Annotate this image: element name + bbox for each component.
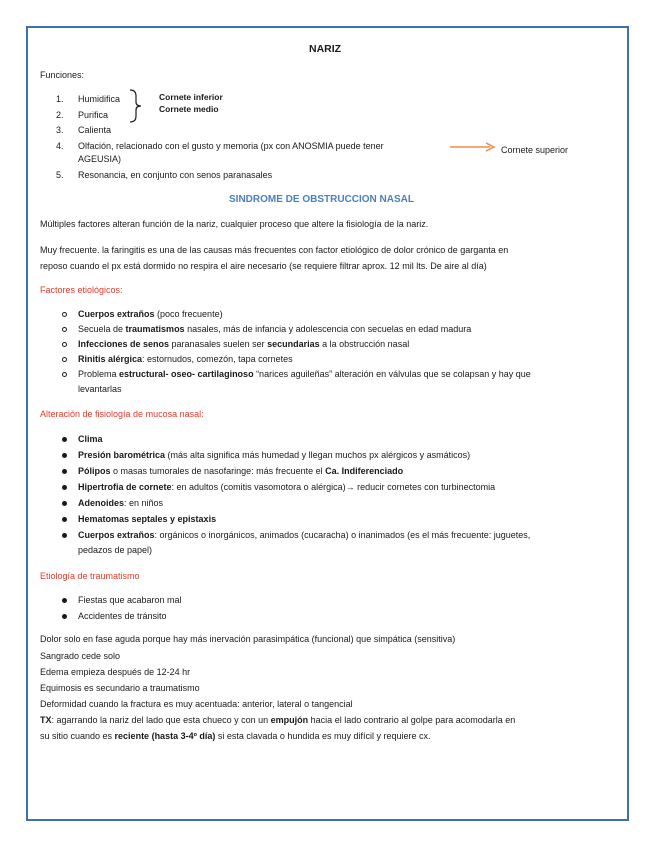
list-item: Hipertrofia de cornete: en adultos (comitis vasomotora o alérgica)→ reducir cornetes con turbinectomia [78,482,496,492]
tx-line: su sitio cuando es reciente (hasta 3-4º día) si esta clavada o hundida es muy difícil y requiere cx. [40,731,431,741]
paragraph: reposo cuando el px está dormido no respira el aire necesario (se requiere filtrar aprox. 12 mil lts. De aire al día) [40,261,487,271]
bullet [62,327,67,332]
note-line: Equimosis es secundario a traumatismo [40,683,200,693]
bullet [62,342,67,347]
list-item: 3. Calienta [56,125,112,135]
note-line: Dolor solo en fase aguda porque hay más inervación parasimpática (funcional) que simpática (sensitiva) [40,634,456,644]
bullet [62,598,67,603]
bullet [62,453,67,458]
brace-note: Cornete medio [159,104,219,114]
bullet [62,533,67,538]
tx-line: TX: agarrando la nariz del lado que esta chueco y con un empujón hacia el lado contrario al golpe para acomodarla en [40,715,516,725]
note-line: Deformidad cuando la fractura es muy acentuada: anterior, lateral o tangencial [40,699,353,709]
bullet [62,469,67,474]
list-item: Secuela de traumatismos nasales, más de infancia y adolescencia con secuelas en edad madura [78,324,472,334]
list-item: Adenoides: en niños [78,498,164,508]
list-item: Problema estructural- oseo- cartilaginoso “narices aguileñas” alteración en válvulas que se colapsan y hay que [78,369,531,379]
list-item: Hematomas septales y epistaxis [78,514,217,524]
bullet [62,614,67,619]
bullet [62,437,67,442]
bullet [62,372,67,377]
list-item: Pólipos o masas tumorales de nasofaringe: más frecuente el Ca. Indiferenciado [78,466,404,476]
list-item: 2. Purifica [56,110,109,120]
list-item: Cuerpos extraños (poco frecuente) [78,309,223,319]
factores-heading: Factores etiológicos: [40,285,123,295]
list-item-continuation: pedazos de papel) [78,545,153,555]
paragraph: Muy frecuente. la faringitis es una de las causas más frecuentes con factor etiológico de dolor crónico de garganta en [40,245,509,255]
alteracion-heading: Alteración de fisiología de mucosa nasal: [40,409,204,419]
section-title: SINDROME DE OBSTRUCCION NASAL [229,194,415,205]
note-line: Sangrado cede solo [40,651,121,661]
arrow-note: Cornete superior [501,145,569,155]
bullet [62,517,67,522]
brace-icon [128,88,144,124]
list-item: Fiestas que acabaron mal [78,595,182,605]
paragraph: Múltiples factores alteran función de la nariz, cualquier proceso que altere la fisiología de la nariz. [40,219,429,229]
list-item: 1. Humidifica [56,94,121,104]
arrow-right-icon [450,142,496,152]
funciones-heading: Funciones: [40,70,85,80]
bullet [62,485,67,490]
traumatismo-heading: Etiología de traumatismo [40,571,140,581]
list-item: Clima [78,434,103,444]
list-item-continuation: levantarlas [78,384,122,394]
brace-note: Cornete inferior [159,92,223,102]
bullet [62,357,67,362]
list-item: Rinitis alérgica: estornudos, comezón, tapa cornetes [78,354,293,364]
bullet [62,312,67,317]
list-item-continuation: AGEUSIA) [78,154,122,164]
list-item: Accidentes de tránsito [78,611,167,621]
list-item: 4. Olfación, relacionado con el gusto y memoria (px con ANOSMIA puede tener [56,141,384,151]
bullet [62,501,67,506]
list-item: 5. Resonancia, en conjunto con senos paranasales [56,170,273,180]
page-title: NARIZ [309,43,342,55]
note-line: Edema empieza después de 12-24 hr [40,667,191,677]
list-item: Cuerpos extraños: orgánicos o inorgánicos, animados (cucaracha) o inanimados (es el más frecuente: juguetes, [78,530,531,540]
list-item: Infecciones de senos paranasales suelen ser secundarias a la obstrucción nasal [78,339,410,349]
list-item: Presión barométrica (más alta significa más humedad y llegan muchos px alérgicos y asmáticos) [78,450,471,460]
